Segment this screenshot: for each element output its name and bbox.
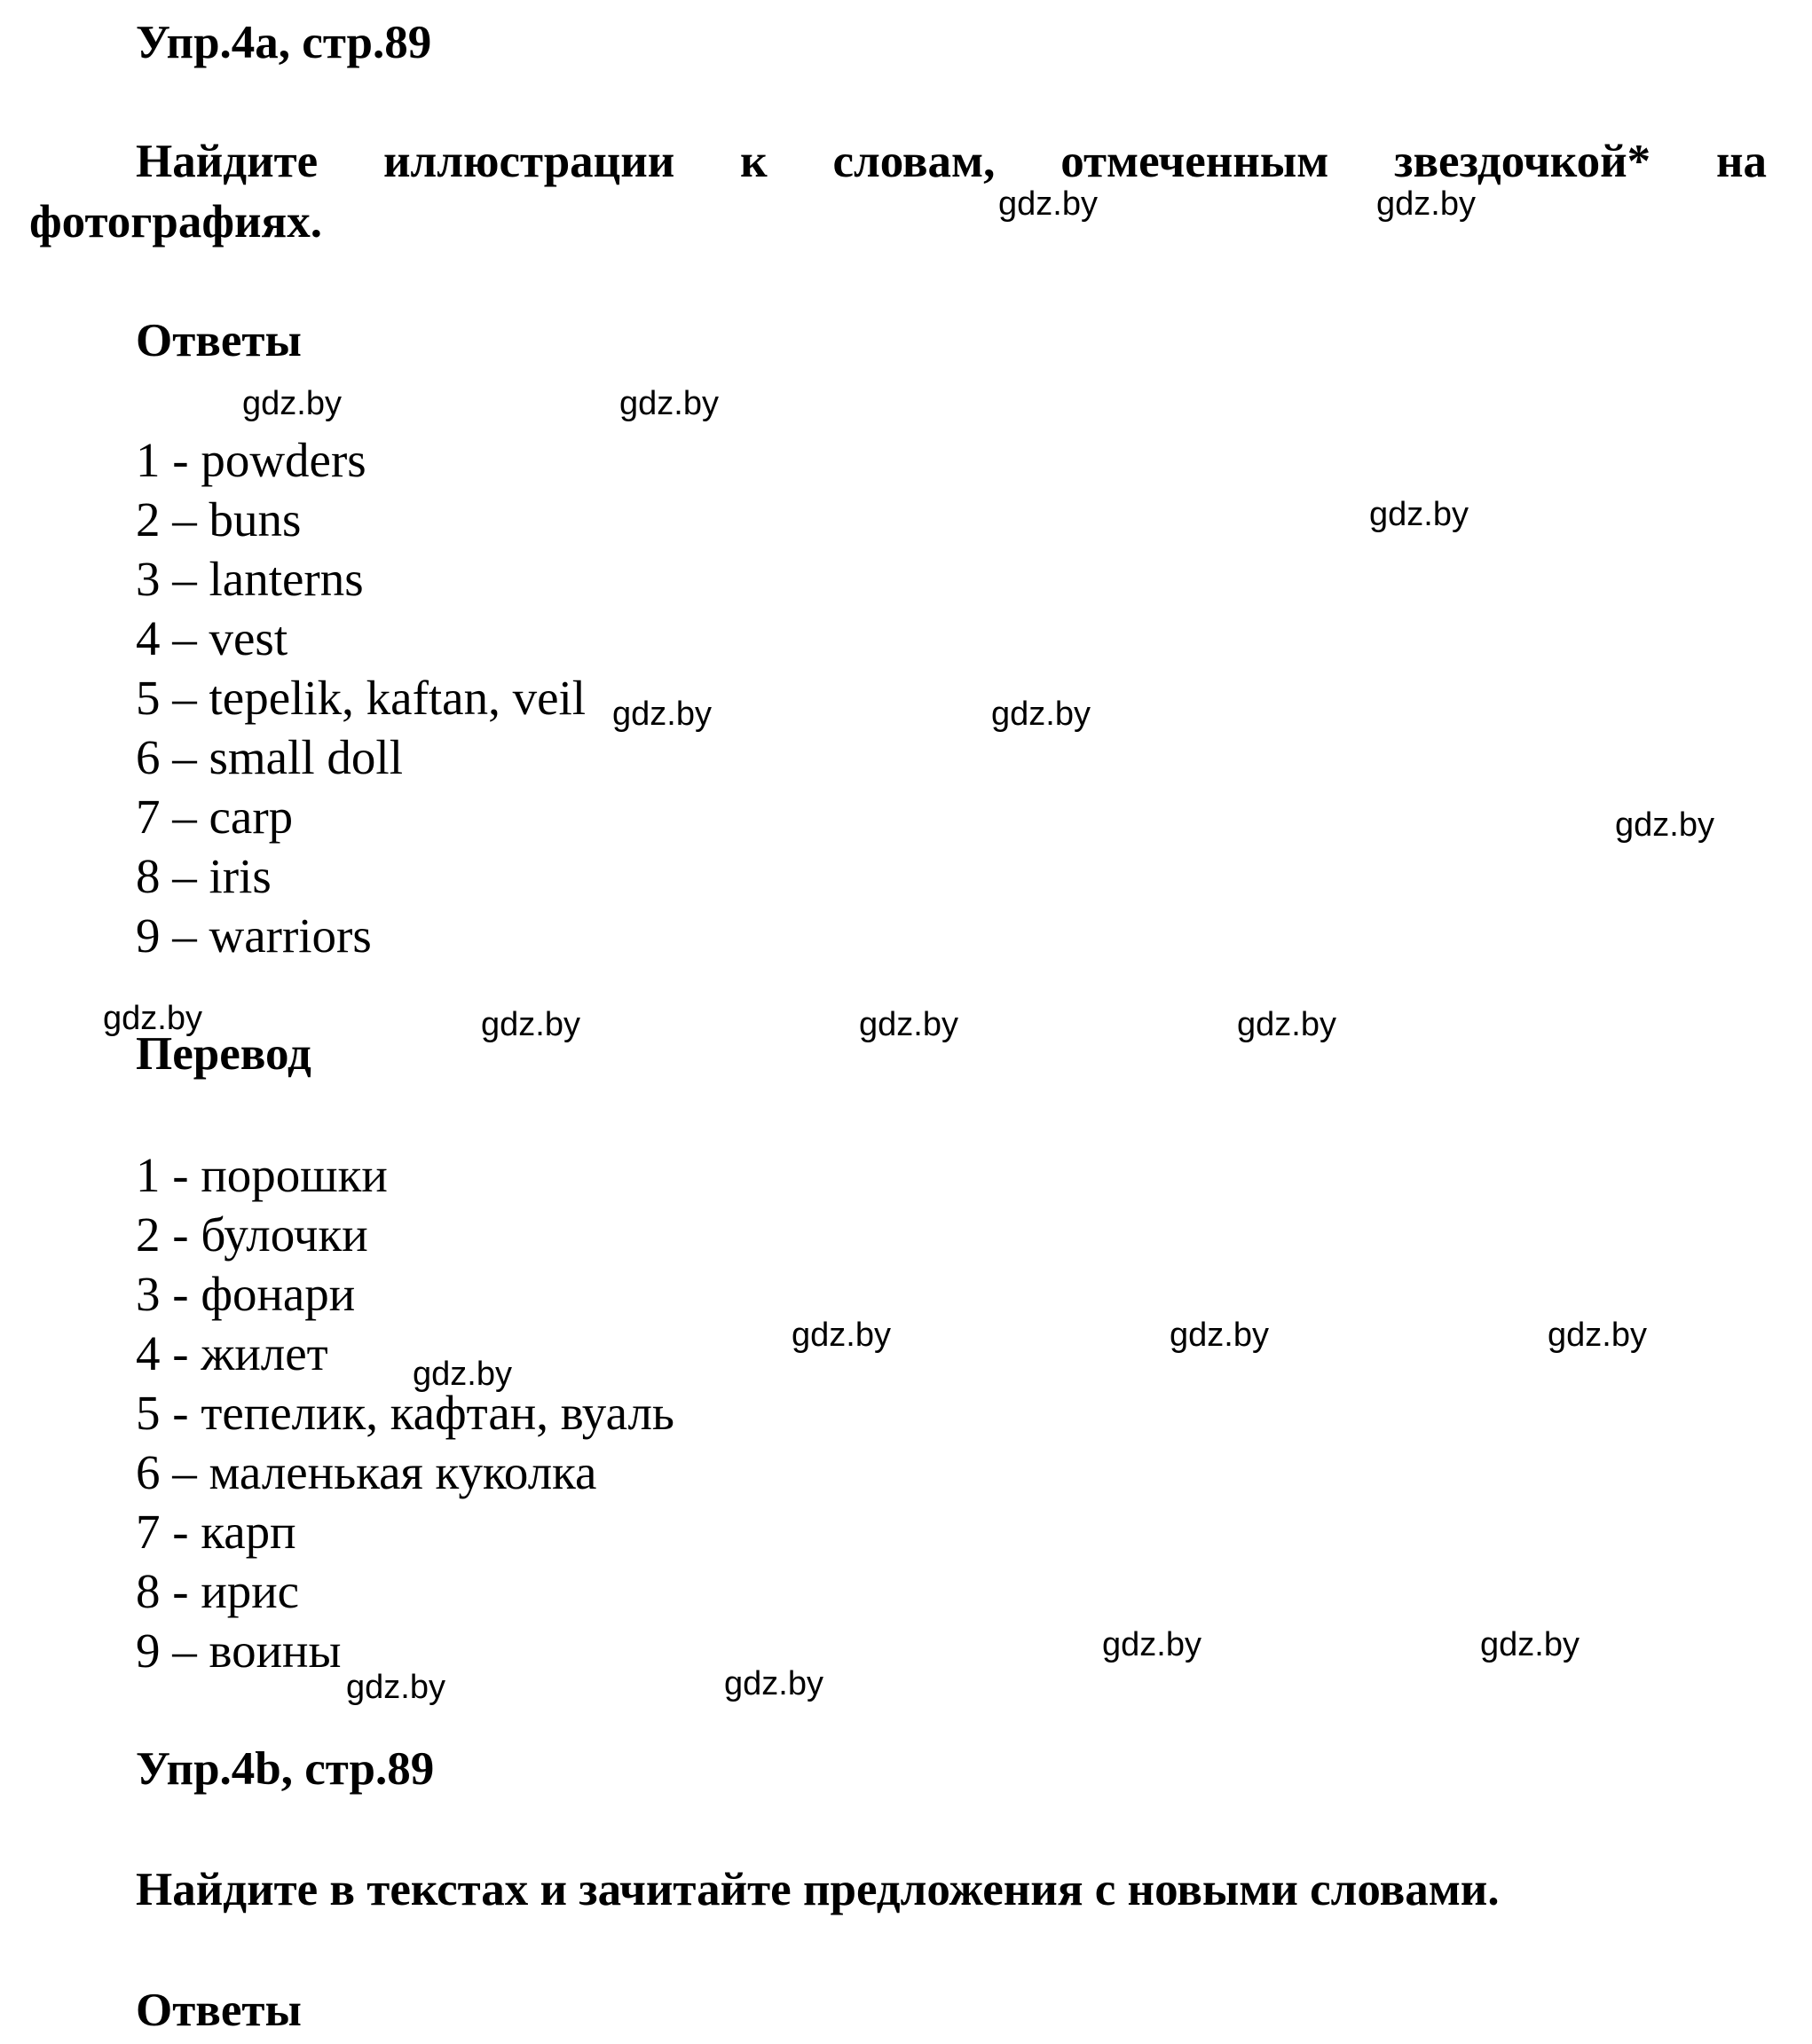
watermark: gdz.by bbox=[1170, 1317, 1269, 1354]
watermark: gdz.by bbox=[346, 1669, 445, 1706]
list-item: 9 – warriors bbox=[136, 908, 372, 963]
watermark: gdz.by bbox=[991, 696, 1091, 733]
list-item: 9 – воины bbox=[136, 1623, 342, 1678]
watermark: gdz.by bbox=[1102, 1626, 1201, 1663]
list-item: 3 – lanterns bbox=[136, 552, 364, 606]
watermark: gdz.by bbox=[1480, 1626, 1580, 1663]
exercise-4a-task-line1: Найдите иллюстрации к словам, отмеченным звездочкой* на bbox=[136, 136, 1767, 187]
watermark: gdz.by bbox=[1548, 1317, 1647, 1354]
watermark: gdz.by bbox=[724, 1665, 823, 1702]
list-item: 7 - карп bbox=[136, 1505, 296, 1559]
translation-heading: Перевод bbox=[136, 1028, 311, 1080]
list-item: 6 – small doll bbox=[136, 730, 403, 784]
watermark: gdz.by bbox=[998, 185, 1098, 223]
exercise-4a-answers-heading: Ответы bbox=[136, 315, 302, 366]
exercise-4b-title: Упр.4b, стр.89 bbox=[136, 1743, 435, 1795]
list-item: 3 - фонари bbox=[136, 1267, 356, 1321]
watermark: gdz.by bbox=[612, 696, 712, 733]
list-item: 5 - тепелик, кафтан, вуаль bbox=[136, 1386, 674, 1440]
watermark: gdz.by bbox=[103, 1000, 202, 1037]
exercise-4a-task-line2: фотографиях. bbox=[29, 196, 322, 248]
watermark: gdz.by bbox=[792, 1317, 891, 1354]
list-item: 4 - жилет bbox=[136, 1326, 328, 1380]
watermark: gdz.by bbox=[1369, 496, 1469, 533]
watermark: gdz.by bbox=[1615, 806, 1714, 844]
watermark: gdz.by bbox=[481, 1006, 580, 1043]
exercise-4a-title: Упр.4a, стр.89 bbox=[136, 17, 432, 68]
list-item: 8 - ирис bbox=[136, 1564, 300, 1618]
list-item: 2 - булочки bbox=[136, 1207, 368, 1262]
list-item: 7 – carp bbox=[136, 790, 294, 844]
watermark: gdz.by bbox=[242, 385, 342, 422]
watermark: gdz.by bbox=[859, 1006, 958, 1043]
list-item: 4 – vest bbox=[136, 611, 288, 665]
list-item: 5 – tepelik, kaftan, veil bbox=[136, 671, 587, 725]
list-item: 2 – buns bbox=[136, 492, 302, 546]
list-item: 1 - порошки bbox=[136, 1148, 388, 1202]
watermark: gdz.by bbox=[619, 385, 719, 422]
exercise-4b-task: Найдите в текстах и зачитайте предложения с новыми словами. bbox=[136, 1864, 1500, 1915]
translation-list bbox=[136, 1145, 674, 1680]
exercise-4b-answers-heading: Ответы bbox=[136, 1985, 302, 2036]
watermark: gdz.by bbox=[413, 1356, 512, 1393]
answers-list bbox=[136, 430, 586, 965]
watermark: gdz.by bbox=[1376, 185, 1476, 223]
list-item: 1 - powders bbox=[136, 433, 366, 487]
list-item: 6 – маленькая куколка bbox=[136, 1445, 597, 1499]
watermark: gdz.by bbox=[1237, 1006, 1336, 1043]
list-item: 8 – iris bbox=[136, 849, 272, 903]
